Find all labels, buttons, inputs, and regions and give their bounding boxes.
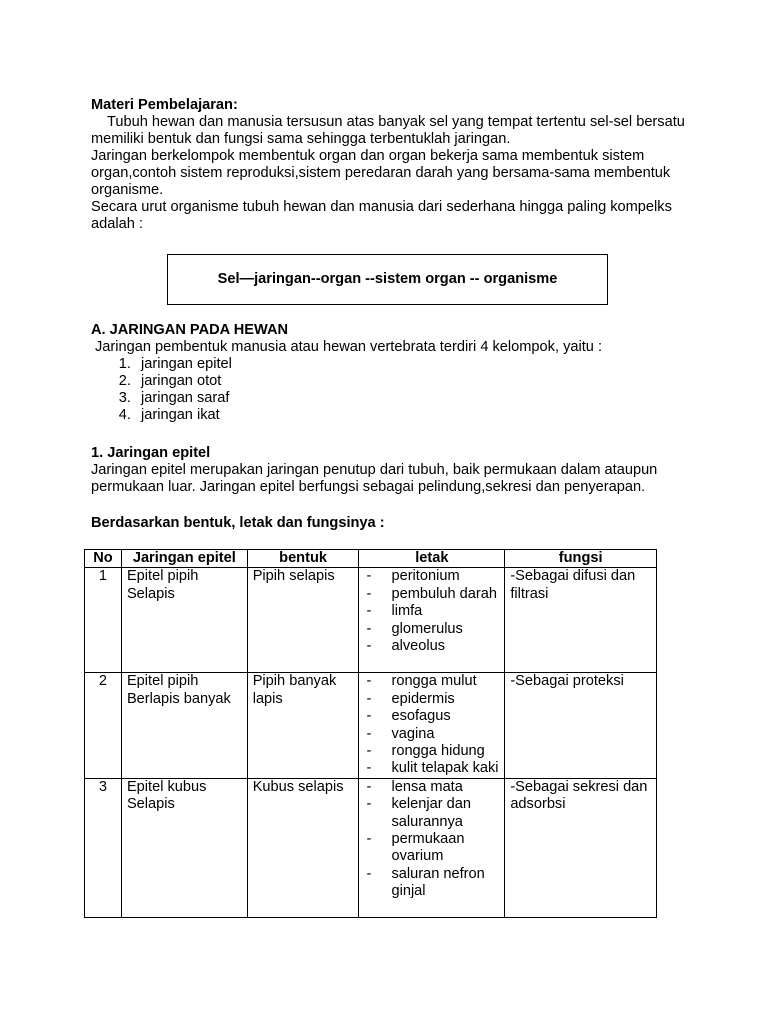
letak-item: - alveolus xyxy=(364,638,499,655)
cell-bentuk: Kubus selapis xyxy=(247,778,359,917)
letak-list xyxy=(364,779,499,901)
table-header-row xyxy=(85,550,657,568)
letak-item: - limfa xyxy=(364,603,499,620)
cell-bentuk: Pipih selapis xyxy=(247,568,359,673)
cell-jaringan: Epitel kubus Selapis xyxy=(121,778,247,917)
letak-item: - kelenjar dan salurannya xyxy=(364,796,499,831)
section-jaringan-pada-hewan xyxy=(91,322,691,424)
letak-item: - glomerulus xyxy=(364,621,499,638)
letak-list xyxy=(364,673,499,777)
materi-paragraph: Secara urut organisme tubuh hewan dan manusia dari sederhana hingga paling kompelks adalah : xyxy=(91,199,672,232)
letak-item: - rongga hidung xyxy=(364,743,499,760)
section-jaringan-epitel xyxy=(91,445,691,496)
epitel-table xyxy=(84,549,657,918)
section-1-heading: 1. Jaringan epitel xyxy=(91,445,211,461)
cell-letak xyxy=(359,778,505,917)
list-item: 4. jaringan ikat xyxy=(135,407,691,424)
cell-no: 3 xyxy=(85,778,122,917)
letak-item: - saluran nefron ginjal xyxy=(364,866,499,901)
materi-heading: Materi Pembelajaran: xyxy=(91,97,238,113)
header-jaringan: Jaringan epitel xyxy=(121,550,247,568)
table-row xyxy=(85,778,657,917)
header-bentuk: bentuk xyxy=(247,550,359,568)
list-item: 2. jaringan otot xyxy=(135,373,691,390)
cell-fungsi: -Sebagai difusi dan filtrasi xyxy=(505,568,657,673)
cell-letak xyxy=(359,568,505,673)
letak-item: - lensa mata xyxy=(364,779,499,796)
letak-item: - permukaan ovarium xyxy=(364,831,499,866)
header-letak: letak xyxy=(359,550,505,568)
table-heading: Berdasarkan bentuk, letak dan fungsinya : xyxy=(91,515,385,531)
materi-paragraph: Jaringan berkelompok membentuk organ dan organ bekerja sama membentuk sistem organ,contoh sistem reproduksi,sistem peredaran darah yang bersama-sama membentuk organisme. xyxy=(91,148,671,198)
section-1-text: Jaringan epitel merupakan jaringan penutup dari tubuh, baik permukaan dalam ataupun permukaan luar. Jaringan epitel berfungsi sebagai pelindung,sekresi dan penyerapan. xyxy=(91,462,658,495)
letak-item: - kulit telapak kaki xyxy=(364,760,499,777)
table-row xyxy=(85,568,657,673)
cell-jaringan: Epitel pipih Selapis xyxy=(121,568,247,673)
letak-item: - esofagus xyxy=(364,708,499,725)
cell-bentuk: Pipih banyak lapis xyxy=(247,673,359,778)
list-item: 3. jaringan saraf xyxy=(135,390,691,407)
organization-levels-box: Sel—jaringan--organ --sistem organ -- organisme xyxy=(167,254,608,305)
jaringan-list xyxy=(91,356,691,424)
cell-no: 1 xyxy=(85,568,122,673)
materi-section xyxy=(91,97,691,233)
cell-fungsi: -Sebagai sekresi dan adsorbsi xyxy=(505,778,657,917)
materi-body xyxy=(91,114,691,233)
cell-no: 2 xyxy=(85,673,122,778)
letak-item: - vagina xyxy=(364,726,499,743)
materi-paragraph: Tubuh hewan dan manusia tersusun atas banyak sel yang tempat tertentu sel-sel bersatu memiliki bentuk dan fungsi sama sehingga terbentuklah jaringan. xyxy=(91,114,685,147)
letak-item: - rongga mulut xyxy=(364,673,499,690)
header-fungsi: fungsi xyxy=(505,550,657,568)
cell-letak xyxy=(359,673,505,778)
section-a-heading: A. JARINGAN PADA HEWAN xyxy=(91,322,289,338)
section-a-intro: Jaringan pembentuk manusia atau hewan vertebrata terdiri 4 kelompok, yaitu : xyxy=(95,339,603,355)
header-no: No xyxy=(85,550,122,568)
letak-list xyxy=(364,568,499,655)
letak-item: - pembuluh darah xyxy=(364,586,499,603)
list-item: 1. jaringan epitel xyxy=(135,356,691,373)
cell-jaringan: Epitel pipih Berlapis banyak xyxy=(121,673,247,778)
cell-fungsi: -Sebagai proteksi xyxy=(505,673,657,778)
table-row xyxy=(85,673,657,778)
letak-item: - peritonium xyxy=(364,568,499,585)
letak-item: - epidermis xyxy=(364,691,499,708)
